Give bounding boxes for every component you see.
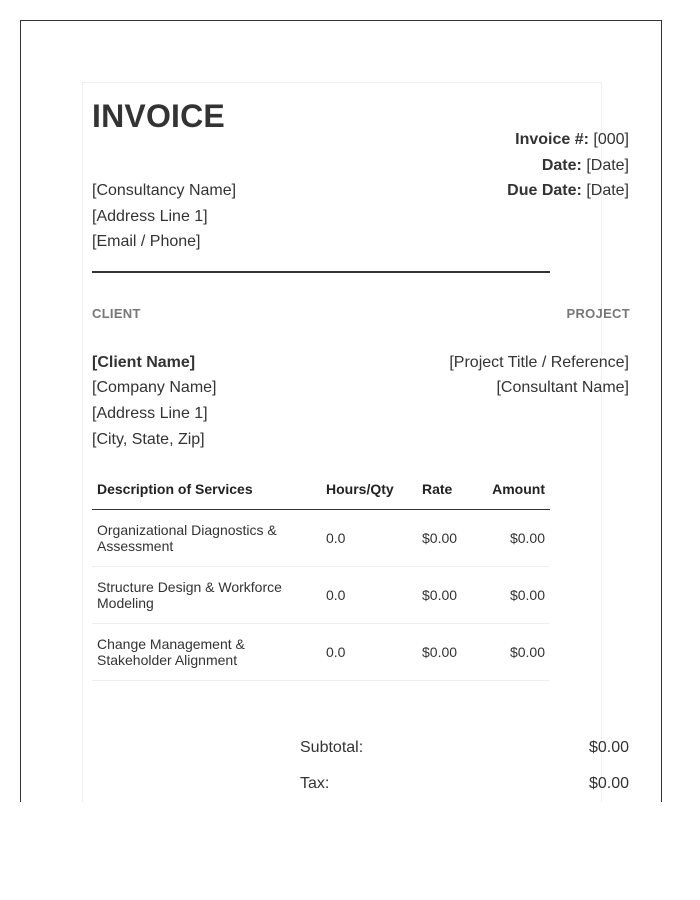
invoice-number-row xyxy=(515,131,629,149)
client-company: [Company Name] xyxy=(92,379,217,396)
due-date-label: Due Date: xyxy=(507,182,582,199)
row-description: Change Management & Stakeholder Alignment xyxy=(92,623,321,680)
invoice-number-label: Invoice #: xyxy=(515,131,589,148)
consultancy-contact: [Email / Phone] xyxy=(92,233,201,250)
due-date-value: [Date] xyxy=(586,182,629,199)
project-title: [Project Title / Reference] xyxy=(449,354,629,371)
consultancy-name: [Consultancy Name] xyxy=(92,182,237,199)
invoice-date-label: Date: xyxy=(541,157,582,174)
table-row xyxy=(92,623,550,680)
invoice-number-value: [000] xyxy=(593,131,629,148)
due-date-row xyxy=(507,182,629,200)
consultancy-address: [Address Line 1] xyxy=(92,208,208,225)
header-hours: Hours/Qty xyxy=(321,470,417,509)
row-description: Organizational Diagnostics & Assessment xyxy=(92,509,321,566)
row-amount: $0.00 xyxy=(485,623,550,680)
invoice-title: INVOICE xyxy=(92,98,225,134)
tax-value: $0.00 xyxy=(588,775,629,792)
subtotal-value: $0.00 xyxy=(588,739,629,756)
table-row xyxy=(92,566,550,623)
invoice-date-row xyxy=(542,157,629,175)
subtotal-label: Subtotal: xyxy=(300,739,364,756)
row-rate: $0.00 xyxy=(417,509,485,566)
header-divider xyxy=(92,271,550,273)
row-rate: $0.00 xyxy=(417,623,485,680)
row-description: Structure Design & Workforce Modeling xyxy=(92,566,321,623)
services-table xyxy=(92,470,550,681)
project-consultant: [Consultant Name] xyxy=(496,379,629,396)
header-amount: Amount xyxy=(485,470,550,509)
row-amount: $0.00 xyxy=(485,566,550,623)
row-rate: $0.00 xyxy=(417,566,485,623)
client-address: [Address Line 1] xyxy=(92,405,208,422)
client-name: [Client Name] xyxy=(92,354,196,371)
row-hours: 0.0 xyxy=(321,509,417,566)
client-city: [City, State, Zip] xyxy=(92,431,205,448)
header-rate: Rate xyxy=(417,470,485,509)
row-hours: 0.0 xyxy=(321,623,417,680)
header-description: Description of Services xyxy=(92,470,321,509)
row-amount: $0.00 xyxy=(485,509,550,566)
row-hours: 0.0 xyxy=(321,566,417,623)
tax-label: Tax: xyxy=(300,775,330,792)
invoice-date-value: [Date] xyxy=(586,157,629,174)
client-heading: CLIENT xyxy=(92,306,141,321)
project-heading: PROJECT xyxy=(566,306,630,321)
table-header-row xyxy=(92,470,550,509)
table-row xyxy=(92,509,550,566)
